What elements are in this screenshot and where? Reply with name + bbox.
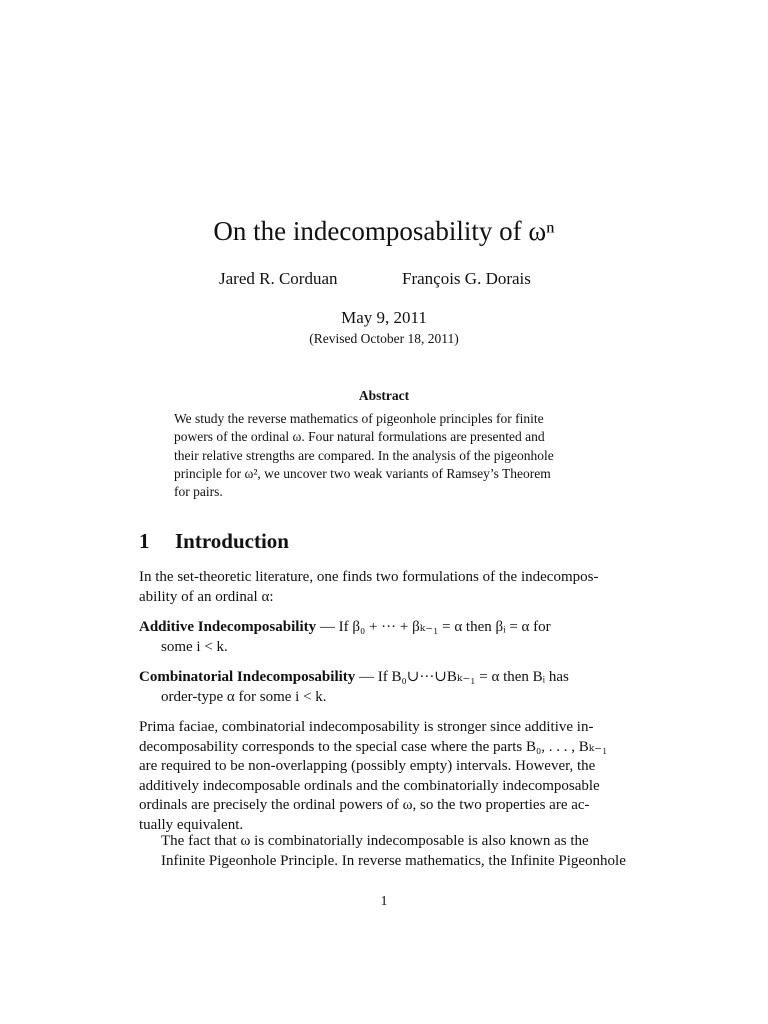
abstract-line: powers of the ordinal ω. Four natural formulations are presented and — [174, 429, 545, 445]
paragraph-line: Infinite Pigeonhole Principle. In reverse mathematics, the Infinite Pigeonhole — [161, 852, 626, 869]
section-heading — [139, 529, 289, 554]
paragraph-line: In the set-theoretic literature, one finds two formulations of the indecompos- — [139, 569, 599, 585]
abstract-line: We study the reverse mathematics of pigeonhole principles for finite — [174, 411, 544, 426]
abstract-heading: Abstract — [358, 388, 410, 403]
abstract-line: principle for ω², we uncover two weak variants of Ramsey’s Theorem — [174, 465, 551, 481]
revised-date: (Revised October 18, 2011) — [309, 331, 459, 346]
paper-title: On the indecomposability of ωⁿ — [213, 216, 555, 246]
paper-date: May 9, 2011 — [341, 308, 427, 327]
page-number: 1 — [380, 894, 388, 909]
paragraph-line: ability of an ordinal α: — [139, 588, 274, 605]
abstract-line: for pairs. — [174, 484, 223, 500]
paragraph-line: decomposability corresponds to the special case where the parts B₀, . . . , Bₖ₋₁ — [139, 738, 608, 755]
paragraph-line: additively indecomposable ordinals and the combinatorially indecomposable — [139, 777, 600, 794]
paragraph-line: are required to be non-overlapping (possibly empty) intervals. However, the — [139, 758, 596, 774]
definition-text-cont: some i < k. — [161, 638, 228, 655]
section-title: Introduction — [175, 529, 289, 553]
body-paragraph — [139, 718, 627, 835]
definition-text: — If β₀ + ··· + βₖ₋₁ = α then βᵢ = α for — [316, 619, 551, 635]
paragraph-line: tually equivalent. — [139, 816, 244, 833]
intro-paragraph — [139, 568, 627, 607]
definition-text: — If B₀∪···∪Bₖ₋₁ = α then Bᵢ has — [355, 669, 569, 685]
definition-additive — [139, 618, 627, 657]
paragraph-line: Prima faciae, combinatorial indecomposability is stronger since additive in- — [139, 719, 594, 735]
abstract-line: their relative strengths are compared. In the analysis of the pigeonhole — [174, 447, 554, 463]
definition-combinatorial — [139, 668, 627, 707]
abstract-body — [174, 410, 590, 501]
author-1: Jared R. Corduan — [219, 269, 338, 288]
section-number: 1 — [139, 529, 150, 553]
author-2: François G. Dorais — [402, 269, 531, 288]
body-paragraph — [139, 832, 627, 871]
paragraph-line: The fact that ω is combinatorially indecomposable is also known as the — [161, 833, 589, 849]
definition-text-cont: order-type α for some i < k. — [161, 688, 327, 705]
paragraph-line: ordinals are precisely the ordinal powers of ω, so the two properties are ac- — [139, 797, 590, 813]
definition-term: Additive Indecomposability — [139, 619, 317, 635]
definition-term: Combinatorial Indecomposability — [139, 669, 356, 685]
